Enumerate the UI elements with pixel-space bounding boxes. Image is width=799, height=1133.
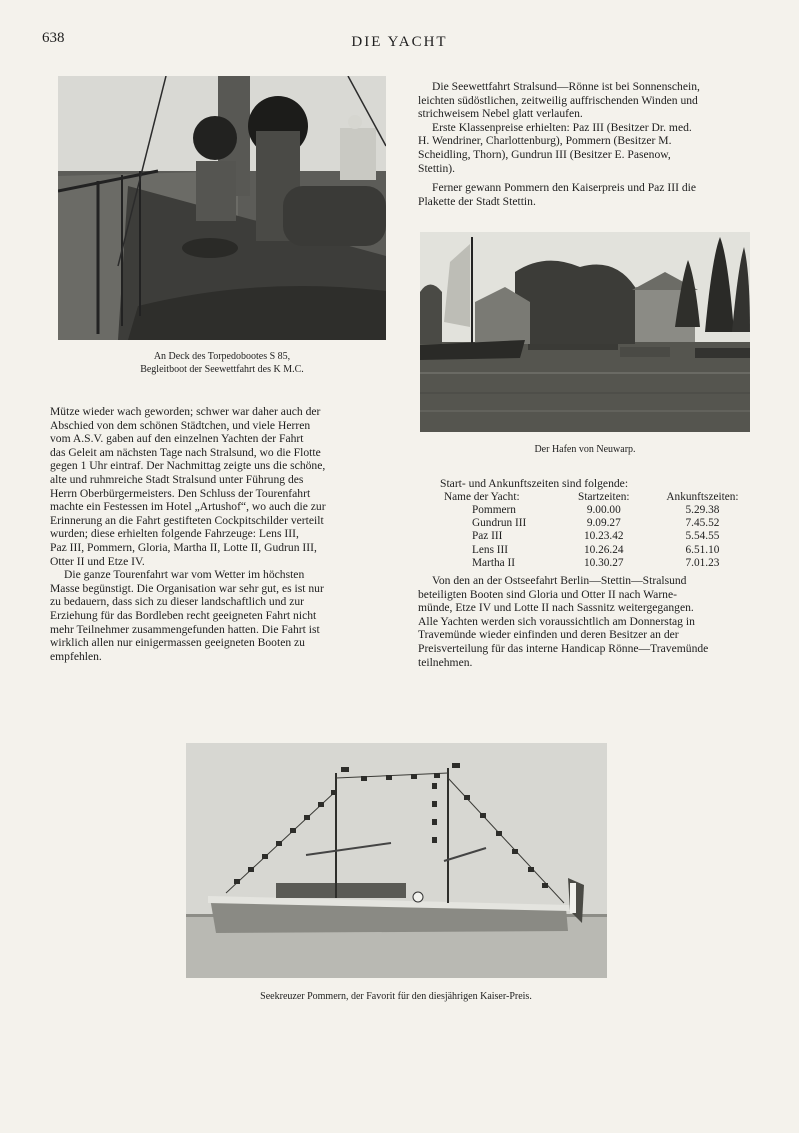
text-line: Travemünde wieder einfinden und deren Besitzer an der <box>418 628 679 642</box>
text-line: Otter II und Etze IV. <box>50 554 145 568</box>
text-line: Paz III, Pommern, Gloria, Martha II, Lotte II, Gudrun III, <box>50 540 317 554</box>
table-row <box>444 544 752 557</box>
text-line: Erste Klassenpreise erhielten: Paz III (Besitzer Dr. med. <box>432 120 692 134</box>
torpedo-boat-photo <box>58 76 386 340</box>
cell-start: 10.30.27 <box>584 557 624 570</box>
text-line: gegen 1 Uhr eintraf. Der Nachmittag zeigte uns die schöne, <box>50 459 326 473</box>
table-row <box>444 504 752 517</box>
times-section <box>440 477 752 570</box>
table-row <box>444 530 752 543</box>
text-line: münde, Etze IV und Lotte II nach Sassnitz weitergegangen. <box>418 601 694 615</box>
column-header-start: Startzeiten: <box>578 490 630 503</box>
right-paragraph-3 <box>418 181 752 208</box>
text-line: Von den an der Ostseefahrt Berlin—Stettin—Stralsund <box>432 574 687 587</box>
text-line: Ferner gewann Pommern den Kaiserpreis und Paz III die <box>432 181 696 195</box>
text-line: Mütze wieder wach geworden; schwer war daher auch der <box>50 405 321 418</box>
text-line: leichten südöstlichen, zeitweilig auffrischenden Winden und <box>418 93 698 107</box>
cell-arrival: 5.54.55 <box>685 530 720 543</box>
text-line: strichweisem Nebel glatt verlaufen. <box>418 107 583 121</box>
table-intro: Start- und Ankunftszeiten sind folgende: <box>440 477 629 490</box>
text-line: teilnehmen. <box>418 655 473 669</box>
text-line: Abschied von dem schönen Städtchen, und viele Herren <box>50 418 311 432</box>
text-line: Die Seewettfahrt Stralsund—Rönne ist bei Sonnenschein, <box>432 80 700 93</box>
cell-yacht: Pommern <box>472 503 516 516</box>
table-header-row <box>444 491 752 504</box>
text-line: vom A.S.V. gaben auf den einzelnen Yachten der Fahrt <box>50 432 304 446</box>
column-header-name: Name der Yacht: <box>444 490 520 503</box>
cell-start: 10.26.24 <box>584 543 624 556</box>
text-line: Stettin). <box>418 161 456 175</box>
cell-start: 10.23.42 <box>584 530 624 543</box>
left-column <box>50 405 384 663</box>
text-line: das Geleit am nächsten Tage nach Stralsund, wo die Flotte <box>50 445 321 459</box>
text-line: zu bedauern, dass sich zu dieser landschaftlich und zur <box>50 595 305 609</box>
cell-arrival: 6.51.10 <box>685 543 720 556</box>
text-line: Herrn Oberbürgermeisters. Den Schluss der Tourenfahrt <box>50 486 311 500</box>
harbor-photo <box>420 232 750 432</box>
text-line: mehr Teilnehmer zusammengefunden hatten. Die Fahrt ist <box>50 622 320 636</box>
right-paragraph-1 <box>418 80 752 121</box>
cell-arrival: 5.29.38 <box>685 503 720 516</box>
right-paragraph-4 <box>418 574 752 669</box>
left-paragraph-1 <box>50 405 384 568</box>
right-paragraph-2 <box>418 121 752 175</box>
harbor-caption: Der Hafen von Neuwarp. <box>534 444 636 455</box>
text-line: machte ein Festessen im Hotel „Artushof“, wo auch die zur <box>50 500 326 514</box>
column-header-arrival: Ankunftszeiten: <box>666 490 739 503</box>
text-line: Alle Yachten werden sich voraussichtlich am Donnerstag in <box>418 614 695 628</box>
text-line: empfehlen. <box>50 649 102 663</box>
table-row <box>444 517 752 530</box>
text-line: H. Wendriner, Charlottenburg), Pommern (Besitzer M. <box>418 134 672 148</box>
running-title: DIE YACHT <box>351 34 448 50</box>
cell-yacht: Paz III <box>472 530 503 543</box>
text-line: beteiligten Booten sind Gloria und Otter II nach Warne- <box>418 587 677 601</box>
text-line: Erziehung für das Bordleben recht geeigneten Fahrt nicht <box>50 608 317 622</box>
cell-start: 9.09.27 <box>586 517 621 530</box>
left-paragraph-2 <box>50 568 384 663</box>
torpedo-caption-line-1: An Deck des Torpedobootes S 85, <box>153 351 291 362</box>
torpedo-caption <box>58 350 386 376</box>
table-row <box>444 557 752 570</box>
text-line: Die ganze Tourenfahrt war vom Wetter im höchsten <box>64 568 305 582</box>
cruiser-caption: Seekreuzer Pommern, der Favorit für den diesjährigen Kaiser-Preis. <box>260 991 532 1002</box>
right-column-top <box>418 80 752 208</box>
text-line: wirklich allen nur einigermassen geeigneten Booten zu <box>50 636 305 650</box>
page-number: 638 <box>42 30 65 46</box>
cell-start: 9.00.00 <box>586 503 621 516</box>
text-line: alte und ruhmreiche Stadt Stralsund unter Führung des <box>50 472 304 486</box>
cell-yacht: Lens III <box>472 543 509 556</box>
torpedo-caption-line-2: Begleitboot der Seewettfahrt des K M.C. <box>140 364 304 375</box>
cell-yacht: Martha II <box>472 557 515 570</box>
cell-arrival: 7.01.23 <box>685 557 720 570</box>
text-line: Masse begünstigt. Die Organisation war sehr gut, es ist nur <box>50 581 324 595</box>
text-line: Plakette der Stadt Stettin. <box>418 194 536 208</box>
text-line: Scheidling, Thorn), Gundrun III (Besitzer E. Pasenow, <box>418 147 671 161</box>
text-line: Preisverteilung für das interne Handicap Rönne—Travemünde <box>418 641 709 655</box>
cell-arrival: 7.45.52 <box>685 517 720 530</box>
text-line: wurden; diese erhielten folgende Fahrzeuge: Lens III, <box>50 527 299 541</box>
cruiser-photo <box>186 743 607 978</box>
text-line: Erinnerung an die Fahrt gestifteten Cockpitschilder verteilt <box>50 513 324 527</box>
times-table <box>444 491 752 571</box>
cell-yacht: Gundrun III <box>472 517 527 530</box>
